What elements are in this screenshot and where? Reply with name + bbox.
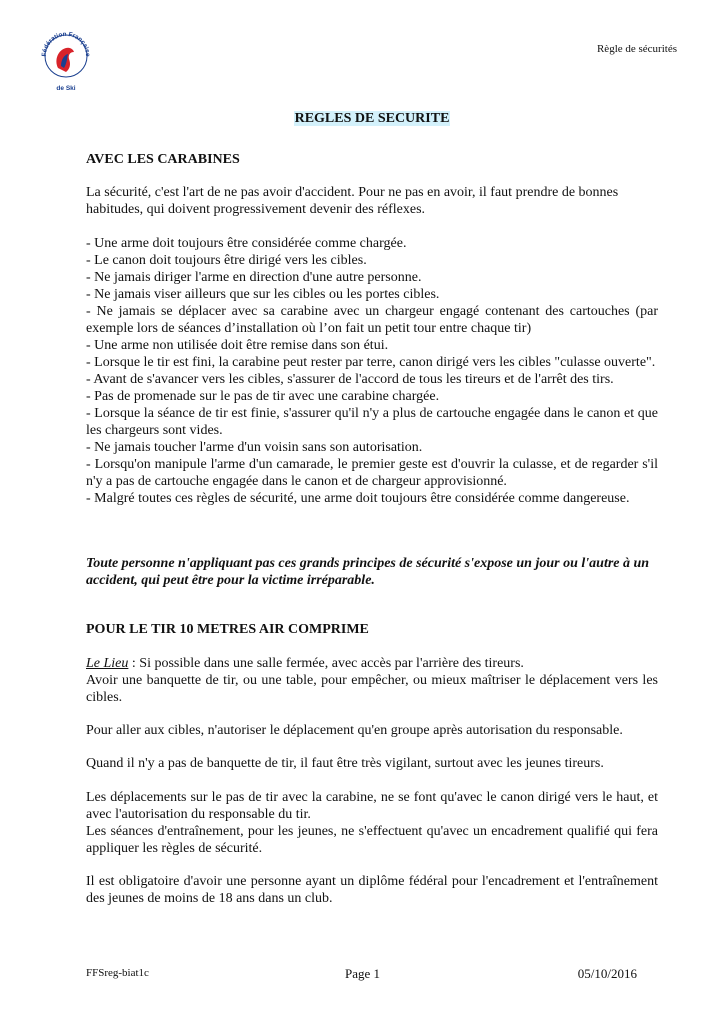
rule-item: - Une arme doit toujours être considérée comme chargée. (86, 236, 407, 251)
rule-item: - Lorsqu'on manipule l'arme d'un camarade, le premier geste est d'ouvrir la culasse, et de regarder s'il n'y a pas de cartouche engagée dans le canon et de chargeur approvisionné. (86, 457, 658, 489)
seances-paragraph: Les séances d'entraînement, pour les jeunes, ne s'effectuent qu'avec un encadrement qualifié qui fera appliquer les règles de sécurité. (86, 824, 658, 856)
section-heading-carabines: AVEC LES CARABINES (86, 152, 240, 167)
lieu-block (86, 655, 658, 706)
intro-paragraph: La sécurité, c'est l'art de ne pas avoir d'accident. Pour ne pas en avoir, il faut prendre de bonnes habitudes, qui doivent progressivement devenir des réflexes. (86, 185, 619, 217)
title-highlight: REGLES DE SECURITE (294, 111, 450, 126)
aller-cibles-paragraph: Pour aller aux cibles, n'autoriser le déplacement qu'en groupe après autorisation du responsable. (86, 723, 623, 738)
deplacements-paragraph: Les déplacements sur le pas de tir avec la carabine, ne se font qu'avec le canon dirigé vers le haut, et avec l'autorisation du responsable du tir. (86, 790, 658, 822)
lieu-line (86, 655, 658, 672)
deplacements-block (86, 789, 658, 857)
safety-warning: Toute personne n'appliquant pas ces grands principes de sécurité s'expose un jour ou l'autre à un accident, qui peut être pour la victime irréparable. (86, 556, 650, 588)
rule-item: - Ne jamais diriger l'arme en direction d'une autre personne. (86, 270, 422, 285)
rule-item: - Malgré toutes ces règles de sécurité, une arme doit toujours être considérée comme dangereuse. (86, 491, 630, 506)
rule-item: - Pas de promenade sur le pas de tir avec une carabine chargée. (86, 389, 440, 404)
logo-text-bottom: de Ski (56, 85, 76, 92)
footer-date: 05/10/2016 (577, 966, 637, 981)
rule-item: - Ne jamais viser ailleurs que sur les cibles ou les portes cibles. (86, 287, 440, 302)
vigilant-paragraph: Quand il n'y a pas de banquette de tir, il faut être très vigilant, surtout avec les jeunes tireurs. (86, 756, 604, 771)
footer-page-number: Page 1 (344, 966, 381, 981)
rule-item: - Ne jamais se déplacer avec sa carabine avec un chargeur engagé contenant des cartouches (par exemple lors de séances d’installation où l’on fait un petit tour entre chaque tir) (86, 304, 658, 336)
lieu-label: Le Lieu (86, 656, 129, 671)
lieu-text: : Si possible dans une salle fermée, avec accès par l'arrière des tireurs. (128, 656, 524, 671)
rule-item: - Lorsque le tir est fini, la carabine peut rester par terre, canon dirigé vers les cibles "culasse ouverte". (86, 355, 656, 370)
rules-list (86, 235, 658, 507)
rule-item: - Le canon doit toujours être dirigé vers les cibles. (86, 253, 367, 268)
logo-text-top: Fédération Française (40, 30, 92, 57)
section-heading-air-comprime: POUR LE TIR 10 METRES AIR COMPRIME (86, 622, 369, 637)
rule-item: - Lorsque la séance de tir est finie, s'assurer qu'il n'y a plus de cartouche engagée dans le canon et que les chargeurs sont vides. (86, 406, 658, 438)
federation-logo (40, 22, 92, 98)
rule-item: - Ne jamais toucher l'arme d'un voisin sans son autorisation. (86, 440, 423, 455)
rule-item: - Une arme non utilisée doit être remise dans son étui. (86, 338, 389, 353)
rule-item: - Avant de s'avancer vers les cibles, s'assurer de l'accord de tous les tireurs et de l'arrêt des tirs. (86, 372, 614, 387)
diplome-paragraph: Il est obligatoire d'avoir une personne ayant un diplôme fédéral pour l'encadrement et l'entraînement des jeunes de moins de 18 ans dans un club. (86, 874, 658, 906)
document-title (86, 110, 658, 127)
document-label: Règle de sécurités (596, 43, 677, 55)
footer-reference: FFSreg-biat1c (86, 967, 149, 979)
banquette-paragraph: Avoir une banquette de tir, ou une table, pour empêcher, ou mieux maîtriser le déplacement vers les cibles. (86, 673, 658, 705)
